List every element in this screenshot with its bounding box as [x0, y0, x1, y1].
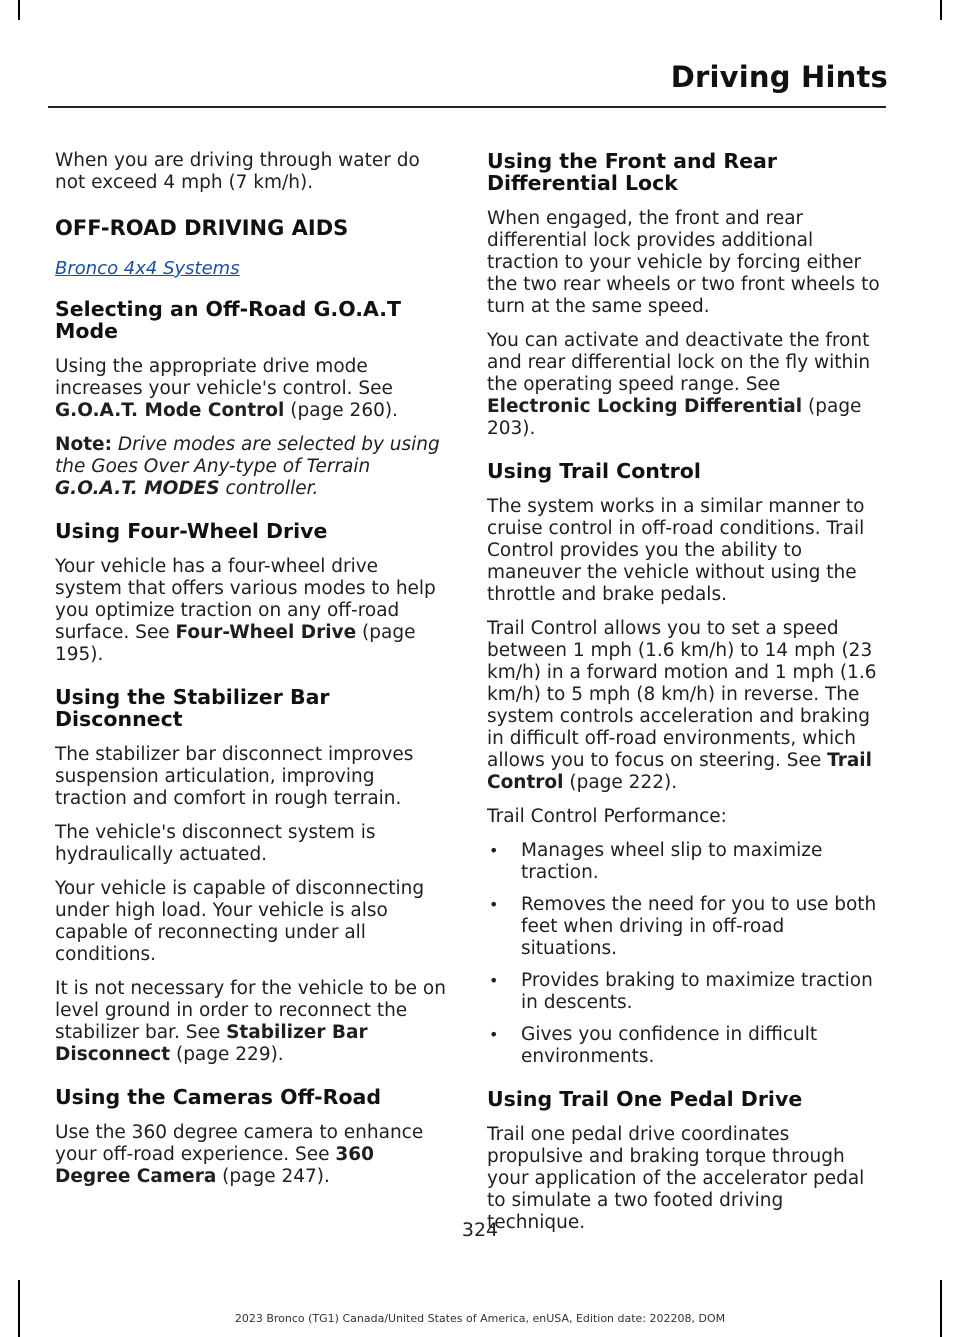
stabilizer-heading: Using the Stabilizer Bar Disconnect	[55, 685, 330, 731]
diff-reference[interactable]: Electronic Locking Differential	[487, 396, 803, 417]
cam-page: (page 247).	[216, 1166, 330, 1187]
cameras-paragraph	[55, 1122, 449, 1188]
crop-mark-bottom-right	[940, 1280, 942, 1337]
performance-label: Trail Control Performance:	[487, 806, 727, 827]
cameras-heading: Using the Cameras Off-Road	[55, 1085, 382, 1109]
trail-paragraph-2	[487, 618, 881, 794]
crop-mark-top-right	[940, 0, 942, 20]
bronco-4x4-link[interactable]: Bronco 4x4 Systems	[55, 258, 240, 279]
four-wheel-drive-paragraph	[55, 556, 449, 666]
note-reference: G.O.A.T. MODES	[55, 478, 220, 499]
page-number: 324	[461, 1219, 499, 1241]
stab-text: It is not necessary for the vehicle to be on level ground in order to reconnect the stabilizer bar. See	[55, 978, 446, 1043]
diff-page: (page 203).	[487, 396, 862, 439]
page-title: Driving Hints	[670, 60, 888, 94]
cam-reference[interactable]: 360 Degree Camera	[55, 1144, 375, 1187]
fwd-page: (page 195).	[55, 622, 416, 665]
list-item: • Gives you confidence in difficult environments.	[487, 1024, 881, 1068]
goat-heading: Selecting an Off-Road G.O.A.T Mode	[55, 297, 401, 343]
differential-paragraph-1: When engaged, the front and rear differential lock provides additional traction to your vehicle by forcing either the two rear wheels or two front wheels to turn at the same speed.	[487, 208, 880, 317]
water-speed-paragraph: When you are driving through water do not exceed 4 mph (7 km/h).	[55, 150, 420, 193]
right-column	[487, 150, 881, 1246]
stabilizer-paragraph-1: The stabilizer bar disconnect improves suspension articulation, improving traction and comfort in rough terrain.	[55, 744, 414, 809]
left-column	[55, 150, 449, 1200]
note-label: Note:	[55, 434, 112, 455]
performance-list	[487, 840, 881, 1068]
note-paragraph	[55, 434, 449, 500]
crop-mark-top-left	[18, 0, 20, 20]
one-pedal-heading: Using Trail One Pedal Drive	[487, 1087, 803, 1111]
section-title: OFF-ROAD DRIVING AIDS	[55, 216, 349, 240]
four-wheel-drive-heading: Using Four-Wheel Drive	[55, 519, 328, 543]
header-divider	[48, 106, 886, 108]
edition-footer: 2023 Bronco (TG1) Canada/United States of America, enUSA, Edition date: 202208, DOM	[234, 1312, 726, 1325]
crop-mark-bottom-left	[18, 1280, 20, 1337]
list-item: • Removes the need for you to use both feet when driving in off-road situations.	[487, 894, 881, 960]
trail-paragraph-1: The system works in a similar manner to cruise control in off-road conditions. Trail Control provides you the ability to maneuver the vehicle without using the throttle and brake pedals.	[487, 496, 865, 605]
list-item: • Manages wheel slip to maximize traction.	[487, 840, 881, 884]
fwd-reference[interactable]: Four-Wheel Drive	[175, 622, 357, 643]
differential-paragraph-2	[487, 330, 881, 440]
goat-text: Using the appropriate drive mode increases your vehicle's control. See	[55, 356, 393, 399]
stabilizer-paragraph-2: The vehicle's disconnect system is hydraulically actuated.	[55, 822, 376, 865]
cam-text: Use the 360 degree camera to enhance your off-road experience. See	[55, 1122, 424, 1165]
note-end: controller.	[219, 478, 319, 499]
fwd-text: Your vehicle has a four-wheel drive system that offers various modes to help you optimize traction on any off-road surface. See	[55, 556, 436, 643]
trail-control-heading: Using Trail Control	[487, 459, 701, 483]
trail-reference[interactable]: Trail Control	[487, 750, 872, 793]
stab-reference[interactable]: Stabilizer Bar Disconnect	[55, 1022, 368, 1065]
diff-text: You can activate and deactivate the front and rear differential lock on the fly within the operating speed range. See	[487, 330, 871, 395]
stab-page: (page 229).	[170, 1044, 284, 1065]
stabilizer-paragraph-4	[55, 978, 449, 1066]
note-text: Drive modes are selected by using the Goes Over Any-type of Terrain	[55, 434, 440, 477]
goat-reference[interactable]: G.O.A.T. Mode Control	[55, 400, 285, 421]
goat-page: (page 260).	[284, 400, 398, 421]
trail-text: Trail Control allows you to set a speed between 1 mph (1.6 km/h) to 14 mph (23 km/h) in a forward motion and 1 mph (1.6 km/h) to 5 mph (8 km/h) in reverse. The system controls acceleration and braking in difficult off-road environments, which allows you to focus on steering. See	[487, 618, 877, 771]
list-item: • Provides braking to maximize traction in descents.	[487, 970, 881, 1014]
goat-paragraph	[55, 356, 449, 422]
stabilizer-paragraph-3: Your vehicle is capable of disconnecting under high load. Your vehicle is also capable of reconnecting under all conditions.	[55, 878, 425, 965]
one-pedal-paragraph: Trail one pedal drive coordinates propulsive and braking torque through your application of the accelerator pedal to simulate a two footed driving technique.	[487, 1124, 865, 1233]
trail-page: (page 222).	[563, 772, 678, 793]
differential-heading: Using the Front and Rear Differential Lock	[487, 149, 778, 195]
